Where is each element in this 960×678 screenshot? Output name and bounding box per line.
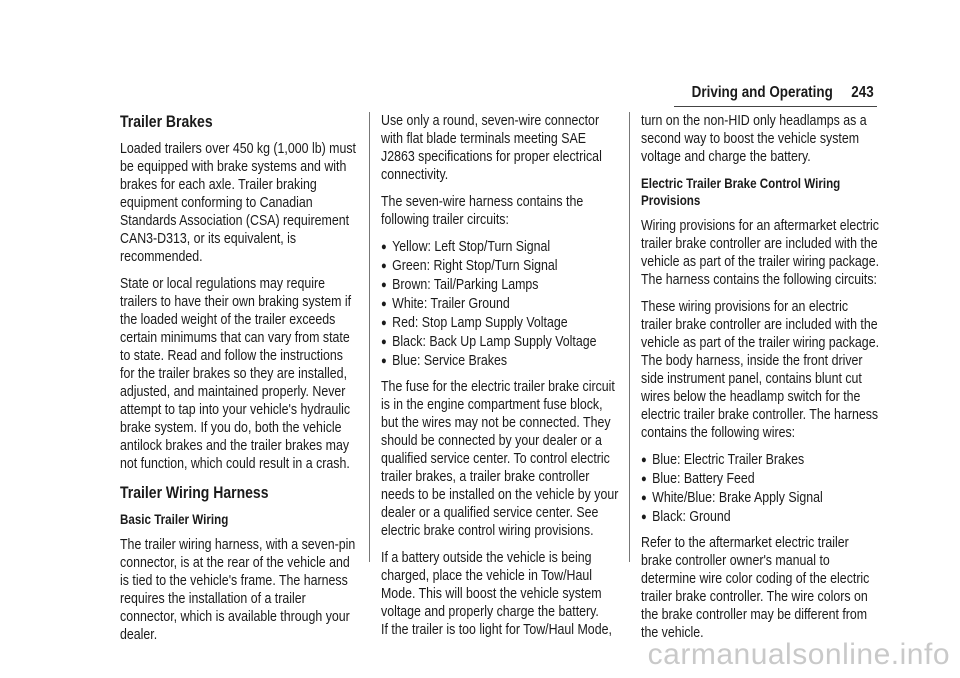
bullet-icon: ● bbox=[381, 355, 387, 367]
heading-trailer-wiring-harness: Trailer Wiring Harness bbox=[120, 484, 269, 502]
bullet-icon: ● bbox=[381, 298, 387, 310]
bullet-icon: ● bbox=[641, 454, 647, 466]
list-item: ● Green: Right Stop/Turn Signal bbox=[381, 258, 558, 274]
paragraph: If a battery outside the vehicle is being charged, place the vehicle in Tow/Haul Mode. This will boost the vehicle system voltage and properly charge the battery. If the trailer is too light for Tow/Haul Mode, bbox=[381, 550, 612, 638]
list-item: ● Brown: Tail/Parking Lamps bbox=[381, 277, 539, 293]
list-item: ● Black: Back Up Lamp Supply Voltage bbox=[381, 334, 597, 350]
paragraph: Refer to the aftermarket electric trailer brake controller owner's manual to determine wire color coding of the electric trailer brake controller. The wire colors on the brake controller may be different from the vehicle. bbox=[641, 535, 870, 641]
column-divider-1 bbox=[369, 112, 370, 562]
paragraph: The fuse for the electric trailer brake circuit is in the engine compartment fuse block, but the wires may not be connected. They should be connected by your dealer or a qualified service center. To control electric trailer brakes, a trailer brake controller needs to be installed on the vehicle by your dealer or a qualified service center. See electric brake control wiring provisions. bbox=[381, 379, 619, 539]
heading-basic-trailer-wiring: Basic Trailer Wiring bbox=[120, 512, 229, 527]
column-divider-2 bbox=[629, 112, 630, 562]
column-2 bbox=[381, 112, 621, 639]
list-item: ● Black: Ground bbox=[641, 509, 731, 525]
paragraph: Loaded trailers over 450 kg (1,000 lb) must be equipped with brake systems and with brakes for each axle. Trailer braking equipment conforming to Canadian Standards Association (CSA) requirement CAN3-D313, or its equivalent, is recommended. bbox=[120, 141, 356, 265]
paragraph: Use only a round, seven-wire connector with flat blade terminals meeting SAE J2863 specifications for proper electrical connectivity. bbox=[381, 113, 602, 183]
wire-list bbox=[641, 451, 882, 526]
section-title: Driving and Operating bbox=[691, 84, 834, 101]
bullet-icon: ● bbox=[641, 492, 647, 504]
watermark: carmanualsonline.info bbox=[647, 638, 950, 671]
list-item: ● White: Trailer Ground bbox=[381, 296, 510, 312]
paragraph: The seven-wire harness contains the following trailer circuits: bbox=[381, 194, 584, 228]
paragraph: State or local regulations may require trailers to have their own braking system if the loaded weight of the trailer exceeds certain minimums that can vary from state to state. Read and follow the instructions for the trailer brakes so they are installed, adjusted, and maintained properly. Never attempt to tap into your vehicle's hydraulic brake system. If you do, both the vehicle antilock brakes and the trailer brakes may not function, which could result in a crash. bbox=[120, 276, 352, 472]
circuit-list bbox=[381, 238, 621, 370]
paragraph: Wiring provisions for an aftermarket electric trailer brake controller are included with the vehicle as part of the trailer wiring package. The harness contains the following circuits: bbox=[641, 218, 880, 288]
paragraph: turn on the non-HID only headlamps as a second way to boost the vehicle system voltage and charge the battery. bbox=[641, 113, 867, 165]
paragraph: These wiring provisions for an electric trailer brake controller are included with the vehicle as part of the trailer wiring package. The body harness, inside the front driver side instrument panel, contains blunt cut wires below the headlamp switch for the electric trailer brake controller. The harness contains the following wires: bbox=[641, 299, 880, 441]
bullet-icon: ● bbox=[381, 317, 387, 329]
column-3 bbox=[641, 112, 882, 651]
heading-brake-control-wiring: Electric Trailer Brake Control Wiring Provisions bbox=[641, 176, 841, 208]
paragraph: The trailer wiring harness, with a seven-pin connector, is at the rear of the vehicle and is tied to the vehicle's frame. The harness requires the installation of a trailer connector, which is available through your dealer. bbox=[120, 537, 356, 643]
list-item: ● White/Blue: Brake Apply Signal bbox=[641, 490, 823, 506]
list-item: ● Red: Stop Lamp Supply Voltage bbox=[381, 315, 568, 331]
bullet-icon: ● bbox=[641, 511, 647, 523]
list-item: ● Blue: Battery Feed bbox=[641, 471, 755, 487]
page-number: 243 bbox=[851, 84, 874, 101]
heading-trailer-brakes: Trailer Brakes bbox=[120, 113, 213, 131]
list-item: ● Yellow: Left Stop/Turn Signal bbox=[381, 239, 551, 255]
bullet-icon: ● bbox=[381, 260, 387, 272]
bullet-icon: ● bbox=[381, 241, 387, 253]
bullet-icon: ● bbox=[381, 279, 387, 291]
column-1 bbox=[120, 112, 357, 653]
list-item: ● Blue: Service Brakes bbox=[381, 353, 508, 369]
bullet-icon: ● bbox=[381, 336, 387, 348]
list-item: ● Blue: Electric Trailer Brakes bbox=[641, 452, 805, 468]
running-header bbox=[692, 84, 874, 102]
header-rule bbox=[674, 106, 877, 107]
bullet-icon: ● bbox=[641, 473, 647, 485]
